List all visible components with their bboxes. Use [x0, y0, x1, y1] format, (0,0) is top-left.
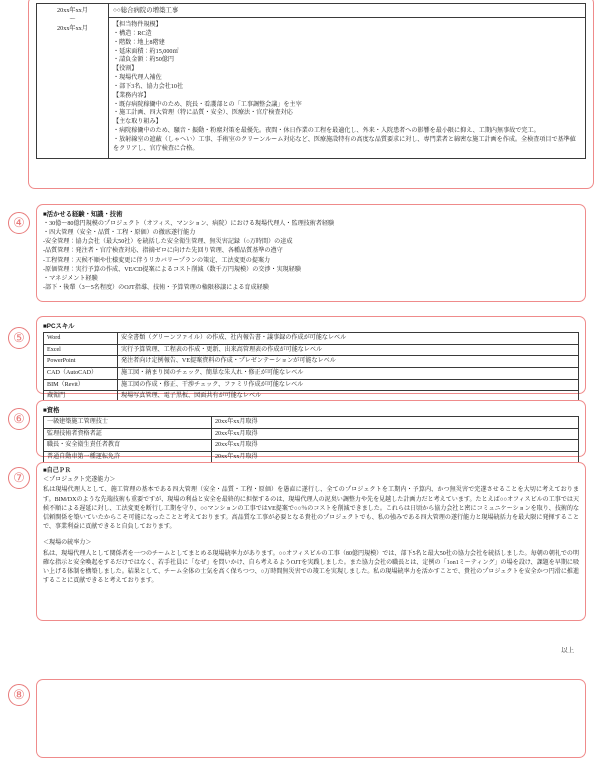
career-scale-4: ・請負金額：約50億円 [113, 57, 174, 64]
section7-self-pr [36, 462, 586, 621]
section4-line: ・30億～80億円規模のプロジェクト（オフィス、マンション、病院）における現場代理人・監理技術者経験 [43, 221, 335, 227]
career-scale-2: ・階数：地上8階建 [113, 39, 165, 46]
period-end: 20xx年xx月 [57, 24, 88, 32]
section6-heading: ■資格 [43, 407, 60, 414]
career-duty-2: ・施工計画、四大管理（特に品質・安全）、医療法・官庁検査対応 [113, 110, 293, 117]
table-row [44, 344, 579, 356]
qualification-date: 20xx年xx月取得 [212, 428, 579, 440]
career-role-2: ・部下3名、協力会社10社 [113, 83, 184, 90]
period-tilde: ～ [69, 15, 76, 23]
career-scale-3: ・延床面積：約15,000㎡ [113, 48, 179, 55]
pr-spacer [43, 532, 579, 539]
section8-empty-area [36, 679, 586, 758]
table-row [44, 379, 579, 391]
skill-level: 現場写真管理、電子黒板、図面共有が可能なレベル [118, 391, 579, 403]
skill-level: 安全書類（グリーンファイル）の作成、社内報告書・議事録の作成が可能なレベル [118, 333, 579, 345]
table-row [44, 367, 579, 379]
section6-qualifications [36, 400, 586, 460]
section4-line: -品質管理：発注者・官庁検査対応、指摘ゼロに向けた先回り管理、各種品質基準の遵守 [43, 248, 283, 255]
career-table [36, 3, 586, 159]
skill-level: 実行予算管理、工程表の作成・更新、出来高管理表の作成が可能なレベル [118, 344, 579, 356]
section4-line: ・四大管理（安全・品質・工程・原価）の徹底遂行能力 [43, 230, 196, 237]
section5-pc-skills [36, 316, 586, 400]
qualification-name: 監理技術者資格者証 [44, 428, 212, 440]
table-row [37, 4, 586, 18]
marker-8: ⑧ [8, 684, 30, 706]
pr-block1-body: 私は現場代理人として、施工管理の基本である四大管理（安全・品質・工程・原価）を愚直に遂行し、全てのプロジェクトを工期内・予算内、かつ無災害で完遂させることを大切に考えております。BIM/DXのような先端技術も重要ですが、現場の利益と安全を最終的に担保するのは、現場代理人の泥臭い調整力や先を見越した計画力だと考えています。たとえば○○オフィスビルの工事では天候不順による遅延に対し、工法変更を断行し工期を守り、○○マンションの工事ではVE提案で○○％のコストを削減できました。これらは日頃から協力会社と密にコミュニケーションを取り、技術的な信頼関係を築いていたからこそ可能になったことと考えております。高品質な工事が必要となる貴社のプロジェクトでも、私の強みである四大管理の遂行能力と現場統括力を最大限に発揮することで、事業利益に貢献できると自負しております。 [43, 487, 580, 531]
skill-level: 施工図・納まり図のチェック、簡単な朱入れ・修正が可能なレベル [118, 367, 579, 379]
skill-name: Word [44, 333, 118, 345]
section7-heading: ■自己ＰＲ [43, 468, 71, 474]
career-duties-heading: 【業務内容】 [113, 92, 150, 99]
qualification-date: 20xx年xx月取得 [212, 440, 579, 452]
skill-level: 発注者向け定例報告、VE提案資料の作成・プレゼンテーションが可能なレベル [118, 356, 579, 368]
marker-6: ⑥ [8, 408, 30, 430]
career-period-cell [37, 4, 109, 159]
qualification-name: 一級建築施工管理技士 [44, 417, 212, 429]
career-scale-1: ・構造：RC造 [113, 30, 152, 37]
skill-name: PowerPoint [44, 356, 118, 368]
marker-7: ⑦ [8, 467, 30, 489]
qualification-name: 職長・安全衛生責任者教育 [44, 440, 212, 452]
career-duty-1: ・既存病院稼働中のため、院長・看護部との「工事調整会議」を主宰 [113, 101, 302, 108]
table-row [44, 356, 579, 368]
table-row [44, 333, 579, 345]
table-row [37, 18, 586, 158]
qualification-date: 20xx年xx月取得 [212, 451, 579, 463]
career-effort-1: ・病院稼働中のため、騒音・振動・粉塵対策を最優先。夜間・休日作業の工程を最適化し、外来・入院患者への影響を最小限に抑え、工期内無事故で完工。 [113, 128, 540, 135]
qualification-date: 20xx年xx月取得 [212, 417, 579, 429]
section4-line: -原価管理：実行予算の作成、VE/CD提案によるコスト削減（数千万円規模）の交渉・実現経験 [43, 266, 301, 273]
skill-name: Excel [44, 344, 118, 356]
table-row [44, 428, 579, 440]
table-row [44, 440, 579, 452]
qualification-name: 普通自動車第一種運転免許 [44, 451, 212, 463]
end-mark: 以上 [561, 647, 574, 654]
skill-level: 施工図の作成・修正、干渉チェック、ファミリ作成が可能なレベル [118, 379, 579, 391]
section4-experience [36, 204, 586, 302]
section4-line: ・マネジメント経験 [43, 275, 98, 282]
section4-line: -安全管理：協力会社（最大50社）を統括した安全衛生管理、無災害記録（○万時間）の達成 [43, 239, 293, 246]
qualifications-table [43, 416, 579, 464]
pr-block1-title: ＜プロジェクト完遂能力＞ [43, 477, 116, 484]
marker-5: ⑤ [8, 327, 30, 349]
pc-skills-table [43, 332, 579, 403]
period-start: 20xx年xx月 [57, 7, 88, 14]
table-row [44, 417, 579, 429]
section4-heading: ■活かせる経験・知識・技術 [43, 211, 123, 218]
skill-name: CAD（AutoCAD） [44, 367, 118, 379]
pr-block2-title: ＜現場の統率力＞ [43, 540, 92, 547]
career-project-title: ○○総合病院の増築工事 [109, 4, 586, 18]
section3-career-table-wrapper [36, 3, 586, 159]
section4-line: -部下・後輩（3～5名程度）のOJT指導、技術・予算管理の権限移譲による育成経験 [43, 284, 269, 291]
skill-name: 蔵衛門 [44, 391, 118, 403]
section4-line: -工程管理：天候不順や仕様変更に伴うリカバリープランの策定、工法変更の提案力 [43, 257, 271, 264]
career-effort-2: ・放射線室の遮蔽（しゃへい）工事、手術室のクリーンルーム対応など、医療施設特有の高度な品質要求に対し、専門業者と綿密な施工計画を作成。全検査項目で基準値をクリアし、官庁検査に合格。 [113, 136, 576, 152]
career-detail-cell [109, 18, 586, 158]
pr-block2-body: 私は、現場代理人として関係者を一つのチームとしてまとめる現場統率力があります。○○オフィスビルの工事（80億円規模）では、部下5名と最大50社の協力会社を統括しました。毎朝の朝礼での明確な指示と安全喚起をするだけではなく、若手社員に「なぜ」を問いかけ、自ら考えるようOJTを実践しました。また協力会社の職長とは、定例の「1on1ミーティング」の場を設け、課題を早期に吸い上げる体制を構築しました。結果として、チーム全体の士気を高く保ちつつ、○万時間無災害での竣工を実現しました。私の現場統率力を活かすことで、貴社のプロジェクトを安全かつ円滑に推進することに貢献できると考えております。 [43, 550, 579, 585]
career-scale-heading: 【担当物件規模】 [113, 22, 162, 29]
career-role-heading: 【役割】 [113, 66, 138, 73]
marker-4: ④ [8, 212, 30, 234]
career-efforts-heading: 【主な取り組み】 [113, 119, 162, 126]
skill-name: BIM（Revit） [44, 379, 118, 391]
section5-heading: ■PCスキル [43, 323, 75, 330]
career-role-1: ・現場代理人補佐 [113, 75, 162, 82]
